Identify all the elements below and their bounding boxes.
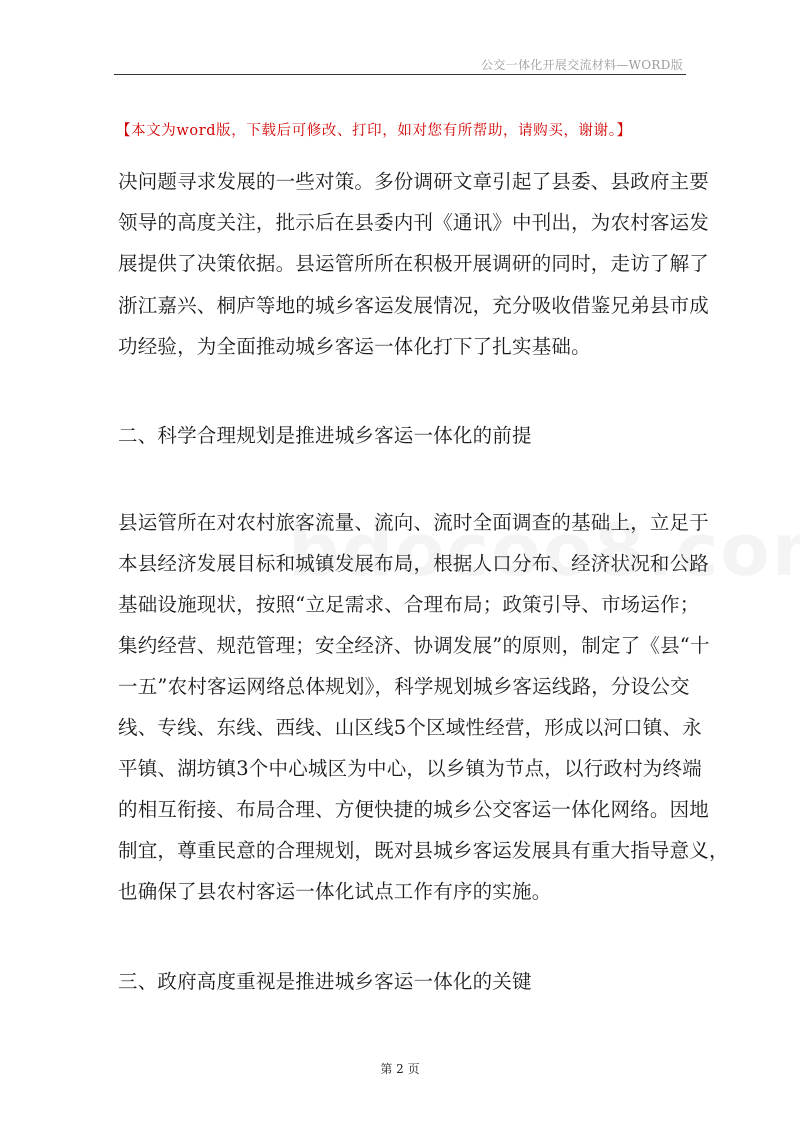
section-heading-3: 三、政府高度重视是推进城乡客运一体化的关键 [118, 970, 532, 993]
paragraph-line: 县运管所在对农村旅客流量、流向、流时全面调查的基础上，立足于 [118, 511, 710, 534]
paragraph-line: 制宜，尊重民意的合理规划，既对县城乡客运发展具有重大指导意义， [118, 839, 729, 862]
paragraph-line: 本县经济发展目标和城镇发展布局，根据人口分布、经济状况和公路 [118, 552, 710, 575]
section-heading-2: 二、科学合理规划是推进城乡客运一体化的前提 [118, 424, 532, 447]
paragraph-line: 功经验，为全面推动城乡客运一体化打下了扎实基础。 [118, 335, 591, 358]
paragraph-line: 浙江嘉兴、桐庐等地的城乡客运发展情况，充分吸收借鉴兄弟县市成 [118, 294, 710, 317]
paragraph-line: 集约经营、规范管理；安全经济、协调发展”的原则，制定了《县“十 [118, 634, 710, 657]
paragraph-line: 平镇、湖坊镇3个中心城区为中心，以乡镇为节点，以行政村为终端 [118, 757, 702, 780]
header-rule [114, 74, 686, 75]
paragraph-line: 决问题寻求发展的一些对策。多份调研文章引起了县委、县政府主要 [118, 170, 710, 193]
page-header-title: 公交一体化开展交流材料—WORD版 [481, 58, 683, 72]
paragraph-line: 一五”农村客运网络总体规划》，科学规划城乡客运线路，分设公交 [118, 675, 690, 698]
paragraph-line: 的相互衔接、布局合理、方便快捷的城乡公交客运一体化网络。因地 [118, 798, 710, 821]
paragraph-line: 也确保了县农村客运一体化试点工作有序的实施。 [118, 880, 552, 903]
paragraph-line: 线、专线、东线、西线、山区线5个区域性经营，形成以河口镇、永 [118, 716, 702, 739]
paragraph-line: 领导的高度关注，批示后在县委内刊《通讯》中刊出，为农村客运发 [118, 211, 710, 234]
paragraph-line: 展提供了决策依据。县运管所所在积极开展调研的同时，走访了解了 [118, 252, 710, 275]
download-notice: 【本文为word版，下载后可修改、打印，如对您有所帮助，请购买，谢谢。】 [116, 123, 632, 139]
page-number: 第 2 页 [380, 1062, 420, 1076]
paragraph-line: 基础设施现状，按照“立足需求、合理布局；政策引导、市场运作； [118, 593, 700, 616]
